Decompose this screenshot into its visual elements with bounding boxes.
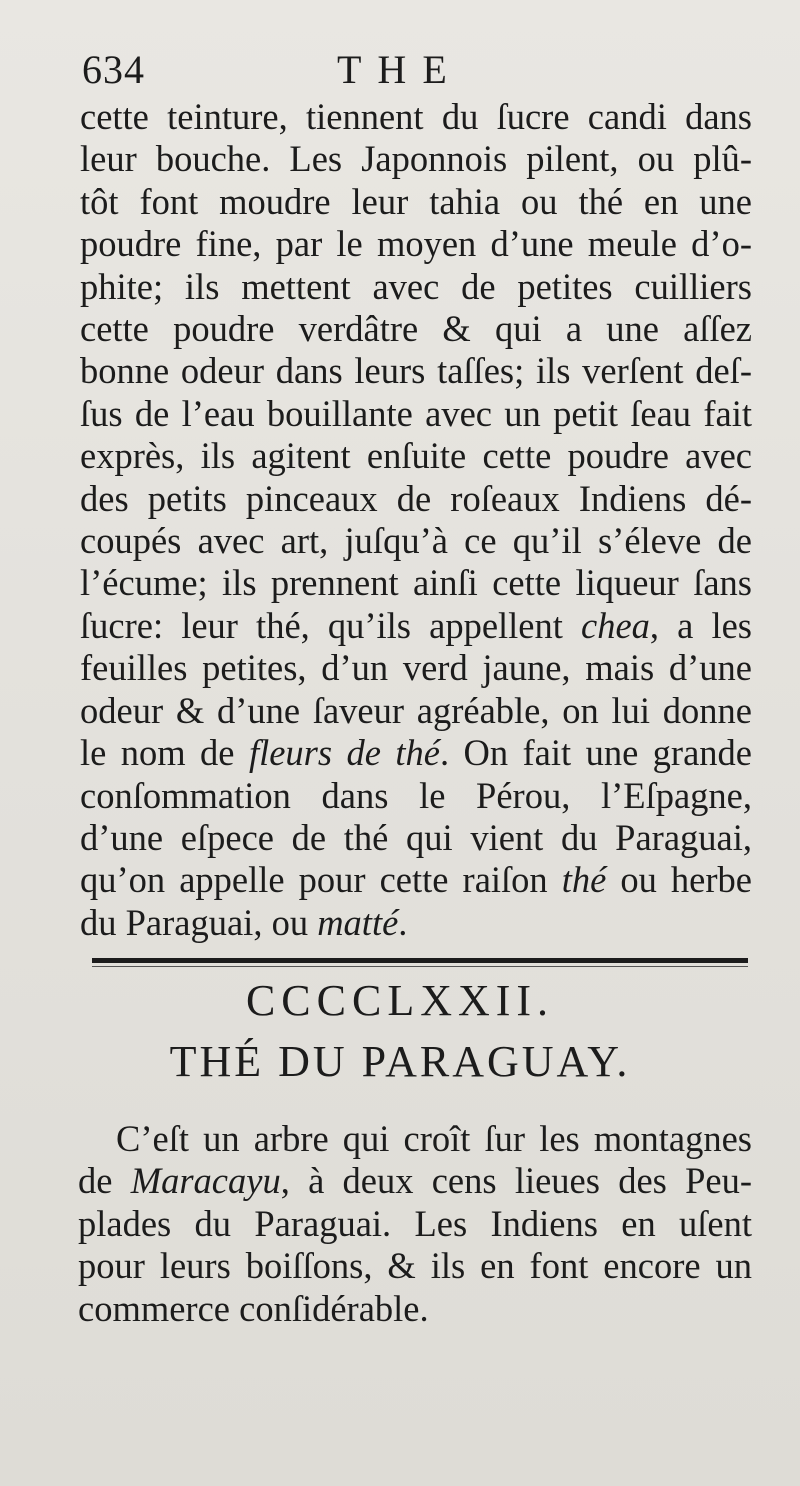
section-divider-thin xyxy=(92,966,748,967)
text-line: plades du Paraguai. Les Indiens en uſent xyxy=(78,1202,752,1244)
italic-term-the: thé xyxy=(561,859,607,901)
italic-term-fleurs-de-the: fleurs de thé xyxy=(248,732,440,774)
text-line: exprès, ils agitent enſuite cette poudre avec xyxy=(80,435,752,477)
text-line: C’eſt un arbre qui croît ſur les montagnes xyxy=(116,1118,752,1159)
text-run: , à deux cens lieues des Peu- xyxy=(280,1160,753,1202)
text-line-fleurs xyxy=(80,732,752,774)
text-line: coupés avec art, juſqu’à ce qu’il s’éleve de xyxy=(80,520,752,562)
page-header xyxy=(82,40,754,100)
text-line-maracayu xyxy=(78,1160,752,1202)
text-run: , a les xyxy=(649,604,753,646)
text-run: ſucre: leur thé, qu’ils appellent xyxy=(80,604,582,646)
text-line: feuilles petites, d’un verd jaune, mais d’une xyxy=(80,647,752,689)
section-divider xyxy=(92,958,748,963)
text-line: commerce conſidérable. xyxy=(78,1287,429,1329)
text-run: de xyxy=(78,1160,131,1202)
text-line: leur bouche. Les Japonnois pilent, ou plû- xyxy=(80,138,752,180)
text-line: tôt font moudre leur tahia ou thé en une xyxy=(80,180,752,222)
text-line-the xyxy=(80,859,752,901)
text-line: des petits pinceaux de roſeaux Indiens dé- xyxy=(80,477,752,519)
text-run: du Paraguai, ou xyxy=(80,901,318,943)
text-line: conſommation dans le Pérou, l’Eſpagne, xyxy=(80,774,752,816)
italic-term-chea: chea xyxy=(581,604,650,646)
text-line: poudre fine, par le moyen d’une meule d’o- xyxy=(80,223,752,265)
text-line: ſus de l’eau bouillante avec un petit ſeau fait xyxy=(80,392,752,434)
text-run: le nom de xyxy=(80,732,249,774)
page-number: 634 xyxy=(82,47,145,92)
text-line-matte xyxy=(80,902,752,944)
text-line: cette poudre verdâtre & qui a une aſſez xyxy=(80,308,752,350)
running-head: THE xyxy=(337,47,463,92)
text-line: odeur & d’une ſaveur agréable, on lui donne xyxy=(80,689,752,731)
text-line: d’une eſpece de thé qui vient du Paraguai, xyxy=(80,816,752,858)
article-paragraph xyxy=(78,1118,752,1330)
text-line-chea xyxy=(80,605,752,647)
text-run: ou herbe xyxy=(606,859,752,901)
text-line: cette teinture, tiennent du ſucre candi dans xyxy=(80,96,752,137)
italic-term-maracayu: Maracayu xyxy=(130,1160,281,1202)
text-line: l’écume; ils prennent ainſi cette liqueur ſans xyxy=(80,562,752,604)
text-run: . xyxy=(398,901,408,943)
article-number: CCCCLXXII. xyxy=(245,976,555,1025)
body-paragraph xyxy=(80,96,752,944)
text-line: phite; ils mettent avec de petites cuilliers xyxy=(80,265,752,307)
text-line: pour leurs boiſſons, & ils en font encore un xyxy=(78,1245,752,1287)
text-run: qu’on appelle pour cette raiſon xyxy=(80,859,562,901)
text-run: . On fait une grande xyxy=(439,732,752,774)
text-line: bonne odeur dans leurs taſſes; ils verſent deſ- xyxy=(80,350,752,392)
article-title: THÉ DU PARAGUAY. xyxy=(169,1037,631,1086)
italic-term-matte: matté xyxy=(317,901,399,943)
